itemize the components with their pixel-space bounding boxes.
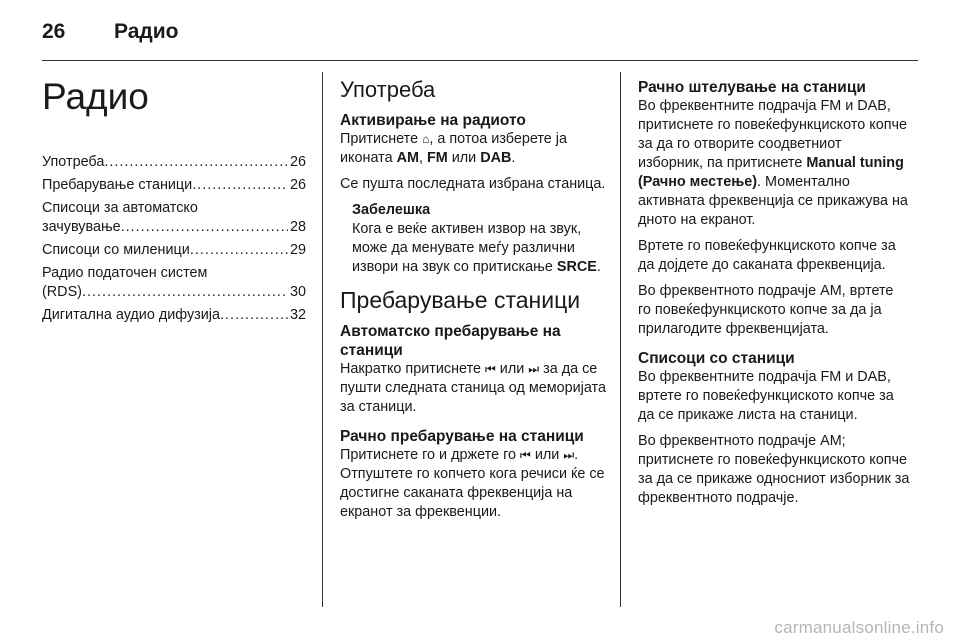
note-block xyxy=(352,201,606,277)
toc-page-number: 26 xyxy=(289,154,306,170)
column-3 xyxy=(638,72,910,515)
paragraph-lists-am: Во фреквентното подрачје AM; притиснете го повеќефункциското копче за да се прикаже односниот изборник за фреквентното подрачје. xyxy=(638,433,910,506)
toc-entry-line: Радио податочен систем xyxy=(42,265,208,281)
paragraph-activate: Притиснете ⌂, а потоа изберете ја иконата AM, FM или DAB. xyxy=(340,131,568,166)
footer-watermark: carmanualsonline.info xyxy=(774,618,944,637)
heading-manual-tuning: Рачно штелување на станици xyxy=(638,79,866,96)
heading-activate-radio: Активирање на радиото xyxy=(340,112,526,129)
page-title: Радио xyxy=(42,76,149,117)
toc-page-number: 29 xyxy=(289,242,306,258)
toc-entry[interactable] xyxy=(42,306,306,325)
column-2 xyxy=(340,72,606,529)
paragraph-auto-search: Накратко притиснете ⏮ или ⏭ за да се пушти следната станица од меморијата за станици. xyxy=(340,361,606,415)
heading-auto-search: Автоматско пребарување на станици xyxy=(340,323,561,359)
page-number: 26 xyxy=(42,20,66,43)
toc-dot-leader xyxy=(104,153,288,172)
paragraph-am-adjust: Во фреквентното подрачје AM, вртете го повеќефункциското копче за да ја прилагодите фреквенцијата. xyxy=(638,283,894,337)
toc-page-number: 26 xyxy=(289,177,306,193)
paragraph-manual-search: Притиснете го и држете го ⏮ или ⏭. Отпуштете го копчето кога речиси ќе се достигне саканата фреквенција на екранот за фреквенции. xyxy=(340,447,605,520)
toc-entry[interactable] xyxy=(42,153,306,172)
heading-usage: Употреба xyxy=(340,77,436,102)
toc-entry-title: Дигитална аудио дифузија xyxy=(42,307,220,323)
table-of-contents xyxy=(42,153,306,325)
paragraph-lists-fm-dab: Во фреквентните подрачја FM и DAB, вртете го повеќефункциското копче за да се прикаже листа на станици. xyxy=(638,369,894,423)
heading-manual-search: Рачно пребарување на станици xyxy=(340,428,584,445)
skip-forward-icon: ⏭ xyxy=(528,362,540,376)
toc-page-number: 30 xyxy=(289,284,306,300)
home-icon: ⌂ xyxy=(422,132,430,146)
heading-search-stations: Пребарување станици xyxy=(340,287,581,313)
toc-entry-title: Употреба xyxy=(42,154,105,170)
toc-entry[interactable] xyxy=(42,241,306,260)
toc-page-number: 28 xyxy=(289,219,306,235)
toc-entry-title: Списоци со миленици xyxy=(42,242,190,258)
toc-entry[interactable] xyxy=(42,199,306,237)
toc-entry[interactable] xyxy=(42,176,306,195)
paragraph-last-station: Се пушта последната избрана станица. xyxy=(340,176,606,192)
skip-forward-icon: ⏭ xyxy=(563,448,575,462)
toc-dot-leader xyxy=(192,176,288,195)
column-1 xyxy=(42,72,306,329)
note-label: Забелешка xyxy=(352,202,431,218)
skip-back-icon: ⏮ xyxy=(485,362,496,376)
page-header xyxy=(42,20,178,44)
toc-dot-leader xyxy=(121,218,288,237)
note-text: Кога е веќе активен извор на звук, може да менувате меѓу различни извори на звук со притискање SRCE. xyxy=(352,221,601,275)
toc-entry[interactable] xyxy=(42,264,306,302)
toc-dot-leader xyxy=(190,241,288,260)
toc-dot-leader xyxy=(82,283,288,302)
toc-entry-line: Списоци за автоматско xyxy=(42,200,198,216)
column-divider xyxy=(322,72,323,607)
section-title: Радио xyxy=(114,20,179,43)
toc-entry-title: Пребарување станици xyxy=(42,177,193,193)
toc-dot-leader xyxy=(220,306,288,325)
heading-station-lists: Списоци со станици xyxy=(638,350,795,367)
toc-entry-title: (RDS) xyxy=(42,284,82,300)
toc-entry-title: зачувување xyxy=(42,219,121,235)
toc-page-number: 32 xyxy=(289,307,306,323)
paragraph-manual-tuning: Во фреквентните подрачја FM и DAB, притиснете го повеќефункциското копче за да го отворите соодветниот изборник, па притиснете Manual tuning (Рачно местење). Моментално активната фреквенција се прикажува на дното на екранот. xyxy=(638,98,908,228)
paragraph-turn-knob: Вртете го повеќефункциското копче за да дојдете до саканата фреквенција. xyxy=(638,238,896,273)
column-divider xyxy=(620,72,621,607)
header-rule xyxy=(42,60,918,61)
skip-back-icon: ⏮ xyxy=(520,448,531,462)
